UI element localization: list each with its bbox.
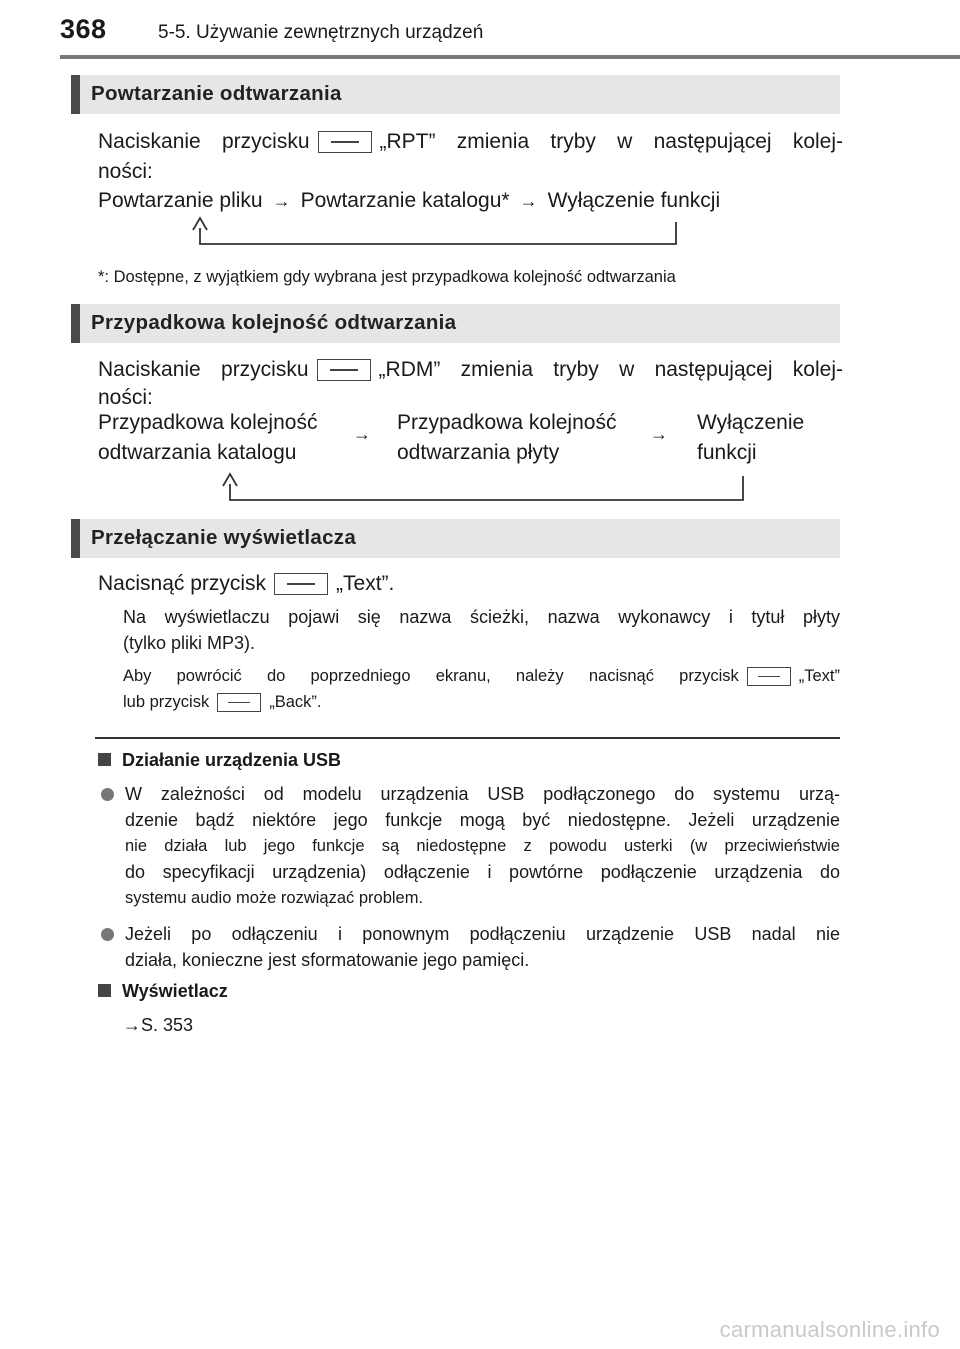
random-mode-disc: Przypadkowa kolejność odtwarzania płyty	[397, 411, 617, 464]
random-mode-folder: Przypadkowa kolejność odtwarzania katalogu	[98, 411, 318, 464]
text-press-instruction: Nacisnąć przycisk „Text”.	[98, 572, 395, 595]
loop-back-arrow-icon	[212, 472, 752, 506]
display-info-line1: Na wyświetlaczu pojawi się nazwa ścieżki, nazwa wykonawcy i tytuł płyty	[123, 607, 840, 627]
usb-bullet-2: Jeżeli po odłączeniu i ponownym podłączeniu urządzenie USB nadal nie działa, konieczne jest sformatowanie jego pamięci.	[125, 924, 840, 970]
display-reference[interactable]: →S. 353	[123, 1015, 194, 1035]
repeat-intro-line2: ności:	[98, 160, 153, 183]
display-return-line1: Aby powrócić do poprzedniego ekranu, należy nacisnąć przycisk „Text”	[123, 667, 840, 685]
text-button-icon	[274, 573, 328, 595]
random-intro-line2: ności:	[98, 386, 153, 409]
section-title: Powtarzanie odtwarzania	[91, 82, 342, 105]
section-title: Przypadkowa kolejność odtwarzania	[91, 311, 457, 334]
repeat-intro-line1: Naciskanie przycisku „RPT” zmienia tryby w następującej kolej-	[98, 130, 843, 153]
arrow-right-icon: →	[650, 424, 668, 444]
watermark: carmanualsonline.info	[719, 1317, 940, 1342]
section-divider	[95, 737, 840, 739]
random-mode-off: Wyłączenie funkcji	[697, 411, 805, 464]
page-number: 368	[60, 14, 107, 44]
usb-bullet-1: W zależności od modelu urządzenia USB podłączonego do systemu urzą- dzenie bądź niektóre jego funkcje mogą być niedostępne. Jeżeli urządzenie nie działa lub jego funkcje są niedostępne z powodu usterki (w przeciwieństwie do specyfikacji urządzenia) odłączenie i powtórne podłączenie urządzenia do systemu audio może rozwiązać problem.	[125, 784, 840, 907]
square-bullet-icon	[98, 984, 111, 997]
section-title: Przełączanie wyświetlacza	[91, 526, 357, 549]
random-intro-line1: Naciskanie przycisku „RDM” zmienia tryby w następującej kolej-	[98, 358, 843, 381]
rdm-button-icon	[317, 359, 371, 381]
display-heading: Wyświetlacz	[98, 981, 228, 1002]
arrow-right-icon: →	[353, 424, 371, 444]
circle-bullet-icon	[101, 788, 114, 801]
section-heading-repeat	[71, 75, 840, 114]
arrow-right-icon: →	[123, 1015, 141, 1035]
display-return-line2: lub przycisk „Back”.	[123, 693, 322, 711]
loop-back-arrow-icon	[180, 216, 690, 250]
arrow-right-icon: →	[519, 191, 538, 211]
rpt-button-icon	[318, 131, 372, 153]
repeat-footnote: *: Dostępne, z wyjątkiem gdy wybrana jest przypadkowa kolejność odtwarzania	[98, 268, 676, 286]
usb-heading: Działanie urządzenia USB	[98, 750, 341, 771]
circle-bullet-icon	[101, 928, 114, 941]
back-button-icon	[217, 693, 261, 712]
header-divider	[60, 55, 960, 59]
display-info-line2: (tylko pliki MP3).	[123, 633, 256, 653]
arrow-right-icon: →	[272, 191, 291, 211]
section-heading-random	[71, 304, 840, 343]
square-bullet-icon	[98, 753, 111, 766]
section-heading-display-switch	[71, 519, 840, 558]
text-button-icon	[747, 667, 791, 686]
chapter-title: 5-5. Używanie zewnętrznych urządzeń	[158, 22, 484, 43]
repeat-sequence: Powtarzanie pliku → Powtarzanie katalogu* → Wyłączenie funkcji	[98, 186, 720, 216]
